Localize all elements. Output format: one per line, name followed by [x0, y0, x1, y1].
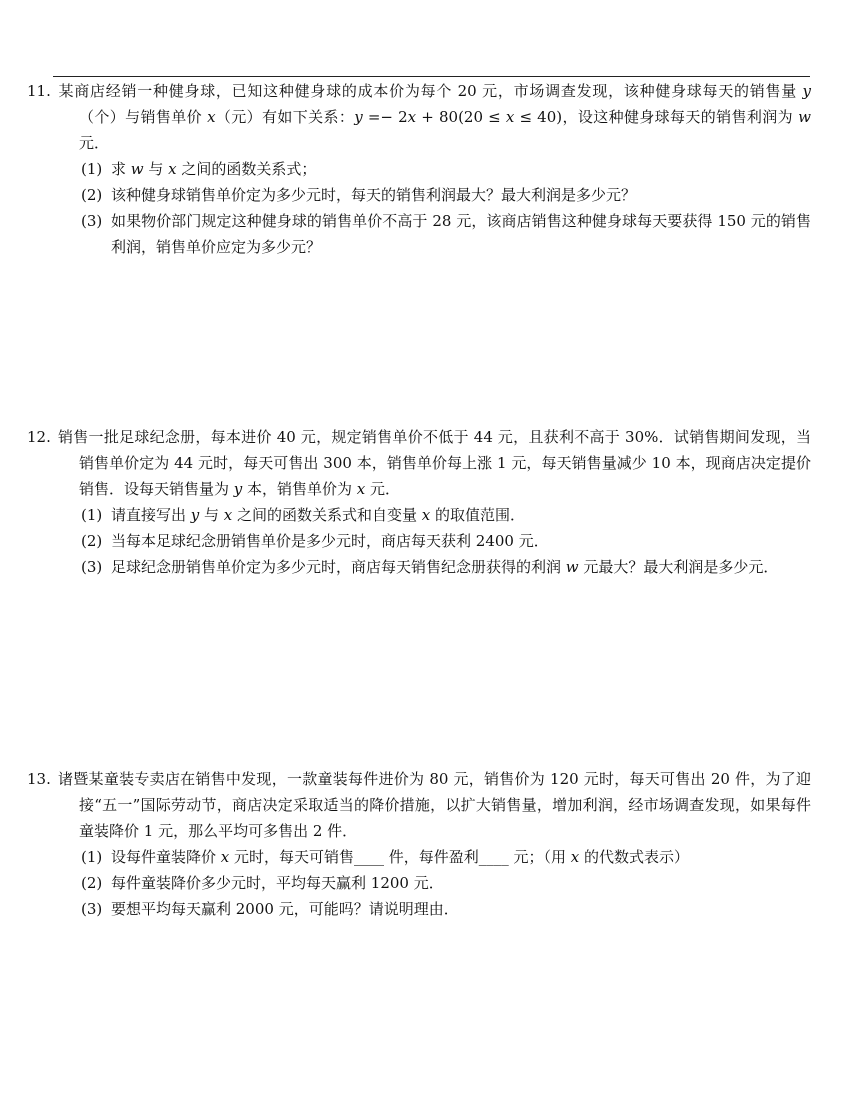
- sub-question-text: 该种健身球销售单价定为多少元时，每天的销售利润最大？最大利润是多少元？: [111, 186, 637, 204]
- sub-question: [53, 870, 811, 896]
- problem-stem: 11. 某商店经销一种健身球，已知这种健身球的成本价为每个 20 元，市场调查发现，该种健身球每天的销售量 𝑦（个）与销售单价 𝑥（元）有如下关系：𝑦 =− 2𝑥 + 80(20 ≤ 𝑥 ≤ 40)，设这种健身球每天的销售利润为 𝑤 元．: [27, 82, 811, 152]
- top-rule: [53, 76, 810, 77]
- sub-question-text: 求 𝑤 与 𝑥 之间的函数关系式；: [111, 160, 317, 178]
- sub-question-label: (3): [81, 558, 103, 576]
- problem-text: 某商店经销一种健身球，已知这种健身球的成本价为每个 20 元，市场调查发现，该种健身球每天的销售量 𝑦（个）与销售单价 𝑥（元）有如下关系：𝑦 =− 2𝑥 + 80(20 ≤ 𝑥 ≤ 40)，设这种健身球每天的销售利润为 𝑤 元．: [58, 82, 811, 152]
- problem-stem: 12. 销售一批足球纪念册，每本进价 40 元，规定销售单价不低于 44 元，且获利不高于 30%．试销售期间发现，当销售单价定为 44 元时，每天可售出 300 本，销售单价每上涨 1 元，每天销售量减少 10 本，现商店决定提价销售．设每天销售量为 𝑦 本，销售单价为 𝑥 元．: [27, 428, 811, 498]
- sub-question-text: 要想平均每天赢利 2000 元，可能吗？请说明理由．: [111, 900, 459, 918]
- sub-question: [53, 554, 811, 580]
- problem-13: [27, 766, 811, 922]
- sub-question: [53, 528, 811, 554]
- problem-stem: 13. 诸暨某童装专卖店在销售中发现，一款童装每件进价为 80 元，销售价为 120 元时，每天可售出 20 件，为了迎接“五一”国际劳动节，商店决定采取适当的降价措施，以扩大销售量，增加利润，经市场调查发现，如果每件童装降价 1 元，那么平均可多售出 2 件．: [27, 770, 811, 840]
- sub-question-text: 足球纪念册销售单价定为多少元时，商店每天销售纪念册获得的利润 𝑤 元最大？最大利润是多少元．: [111, 558, 779, 576]
- sub-question-label: (2): [81, 186, 103, 204]
- sub-question-text: 设每件童装降价 𝑥 元时，每天可销售____ 件，每件盈利____ 元；（用 𝑥 的代数式表示）: [111, 848, 690, 866]
- sub-question-label: (3): [81, 900, 103, 918]
- sub-question: [53, 182, 811, 208]
- sub-question-label: (2): [81, 532, 103, 550]
- sub-question-text: 请直接写出 𝑦 与 𝑥 之间的函数关系式和自变量 𝑥 的取值范围．: [111, 506, 526, 524]
- sub-question: [53, 156, 811, 182]
- sub-question-list: [53, 844, 811, 922]
- problem-11: [27, 78, 811, 260]
- problem-12: [27, 424, 811, 580]
- sub-question-text: 如果物价部门规定这种健身球的销售单价不高于 28 元，该商店销售这种健身球每天要获得 150 元的销售利润，销售单价应定为多少元？: [111, 212, 811, 256]
- sub-question-list: [53, 156, 811, 260]
- problem-text: 诸暨某童装专卖店在销售中发现，一款童装每件进价为 80 元，销售价为 120 元时，每天可售出 20 件，为了迎接“五一”国际劳动节，商店决定采取适当的降价措施，以扩大销售量，增加利润，经市场调查发现，如果每件童装降价 1 元，那么平均可多售出 2 件．: [58, 770, 811, 840]
- sub-question-label: (1): [81, 506, 103, 524]
- sub-question-label: (1): [81, 848, 103, 866]
- sub-question: [53, 208, 811, 260]
- sub-question: [53, 844, 811, 870]
- sub-question-label: (3): [81, 212, 103, 230]
- sub-question-label: (1): [81, 160, 103, 178]
- sub-question-label: (2): [81, 874, 103, 892]
- sub-question: [53, 896, 811, 922]
- sub-question-text: 当每本足球纪念册销售单价是多少元时，商店每天获利 2400 元．: [111, 532, 549, 550]
- sub-question-text: 每件童装降价多少元时，平均每天赢利 1200 元．: [111, 874, 444, 892]
- problem-text: 销售一批足球纪念册，每本进价 40 元，规定销售单价不低于 44 元，且获利不高于 30%．试销售期间发现，当销售单价定为 44 元时，每天可售出 300 本，销售单价每上涨 1 元，每天销售量减少 10 本，现商店决定提价销售．设每天销售量为 𝑦 本，销售单价为 𝑥 元．: [58, 428, 811, 498]
- sub-question: [53, 502, 811, 528]
- sub-question-list: [53, 502, 811, 580]
